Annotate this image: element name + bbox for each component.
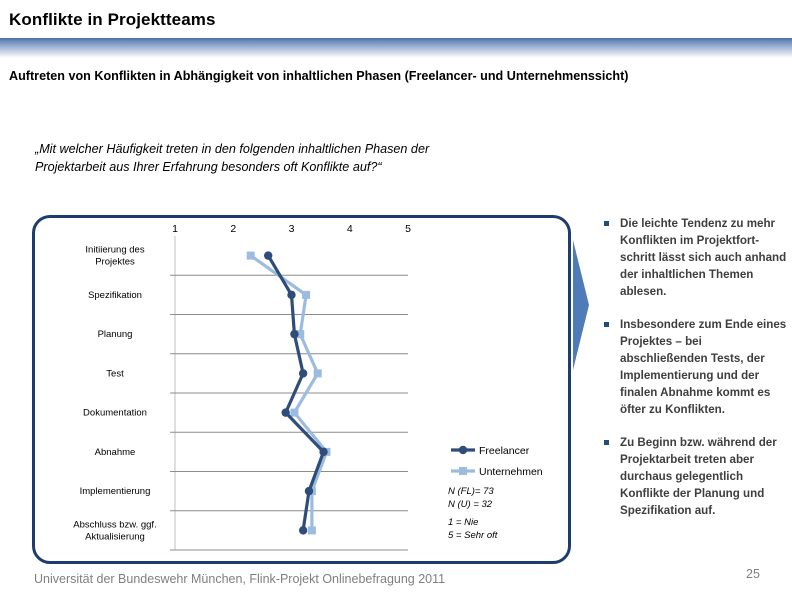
category-label: Planung	[97, 329, 133, 341]
category-label: Test	[106, 368, 124, 380]
data-point-unternehmen	[314, 369, 322, 377]
data-point-freelancer	[287, 291, 295, 299]
chart	[35, 218, 568, 561]
data-point-freelancer	[299, 369, 307, 377]
data-point-freelancer	[281, 408, 289, 416]
slide-subtitle: Auftreten von Konflikten in Abhängigkeit von inhaltlichen Phasen (Freelancer- und Unternehmenssicht)	[9, 69, 629, 83]
finding-item	[602, 316, 788, 418]
chart-note: 5 = Sehr oft	[448, 530, 498, 541]
legend-label: Freelancer	[479, 445, 530, 457]
slide-title: Konflikte in Projektteams	[9, 10, 216, 29]
title-rule	[0, 38, 792, 58]
square-bullet-icon	[604, 221, 609, 226]
finding-text: Insbesondere zum Ende eines Projektes – bei abschließenden Tests, der Implementierung und der finalen Abnahme kommt es öfter zu Konflikten.	[620, 318, 787, 416]
arrow-shape	[573, 240, 589, 370]
data-point-unternehmen	[247, 252, 255, 260]
data-point-freelancer	[319, 448, 327, 456]
data-point-freelancer	[264, 251, 272, 259]
finding-item	[602, 215, 788, 300]
x-tick-label: 4	[346, 223, 353, 235]
category-label: Implementierung	[79, 486, 151, 498]
survey-question-line-1: „Mit welcher Häufigkeit treten in den folgenden inhaltlichen Phasen der	[35, 142, 430, 156]
category-label: Abnahme	[94, 446, 136, 458]
footer-source: Universität der Bundeswehr München, Flink-Projekt Onlinebefragung 2011	[34, 572, 446, 586]
findings-list	[602, 215, 788, 535]
chart-panel	[32, 215, 571, 564]
survey-question-line-2: Projektarbeit aus Ihrer Erfahrung besonders oft Konflikte auf?“	[35, 160, 382, 174]
arrow-right-icon	[573, 240, 591, 370]
legend-marker	[459, 467, 467, 475]
x-tick-label: 2	[230, 223, 237, 235]
data-point-freelancer	[299, 526, 307, 534]
chart-note: N (FL)= 73	[448, 486, 494, 497]
legend-label: Unternehmen	[479, 466, 543, 478]
square-bullet-icon	[604, 322, 609, 327]
data-point-unternehmen	[302, 291, 310, 299]
chart-note: N (U) = 32	[448, 499, 493, 510]
x-tick-label: 3	[288, 223, 295, 235]
data-point-unternehmen	[290, 409, 298, 417]
finding-text: Die leichte Tendenz zu mehr Konflikten im Projektfort-schritt lässt sich auch anhand der inhaltlichen Themen ablesen.	[620, 217, 787, 298]
square-bullet-icon	[604, 440, 609, 445]
data-point-unternehmen	[308, 526, 316, 534]
data-point-freelancer	[305, 487, 313, 495]
chart-note: 1 = Nie	[448, 517, 479, 528]
x-tick-label: 1	[172, 223, 178, 235]
data-point-freelancer	[290, 330, 298, 338]
category-label: Initiierung des	[85, 244, 145, 256]
category-label: Dokumentation	[83, 407, 147, 419]
category-label: Abschluss bzw. ggf.	[73, 519, 157, 531]
finding-text: Zu Beginn bzw. während der Projektarbeit treten aber durchaus gelegentlich Konflikte der Planung und Spezifikation auf.	[620, 436, 777, 517]
category-label: Spezifikation	[88, 289, 142, 301]
page-number: 25	[746, 567, 760, 581]
category-label: Projektes	[95, 256, 135, 268]
category-label: Aktualisierung	[85, 531, 145, 543]
survey-question	[35, 140, 555, 176]
legend-marker	[459, 446, 467, 454]
finding-item	[602, 434, 788, 519]
x-tick-label: 5	[405, 223, 411, 235]
